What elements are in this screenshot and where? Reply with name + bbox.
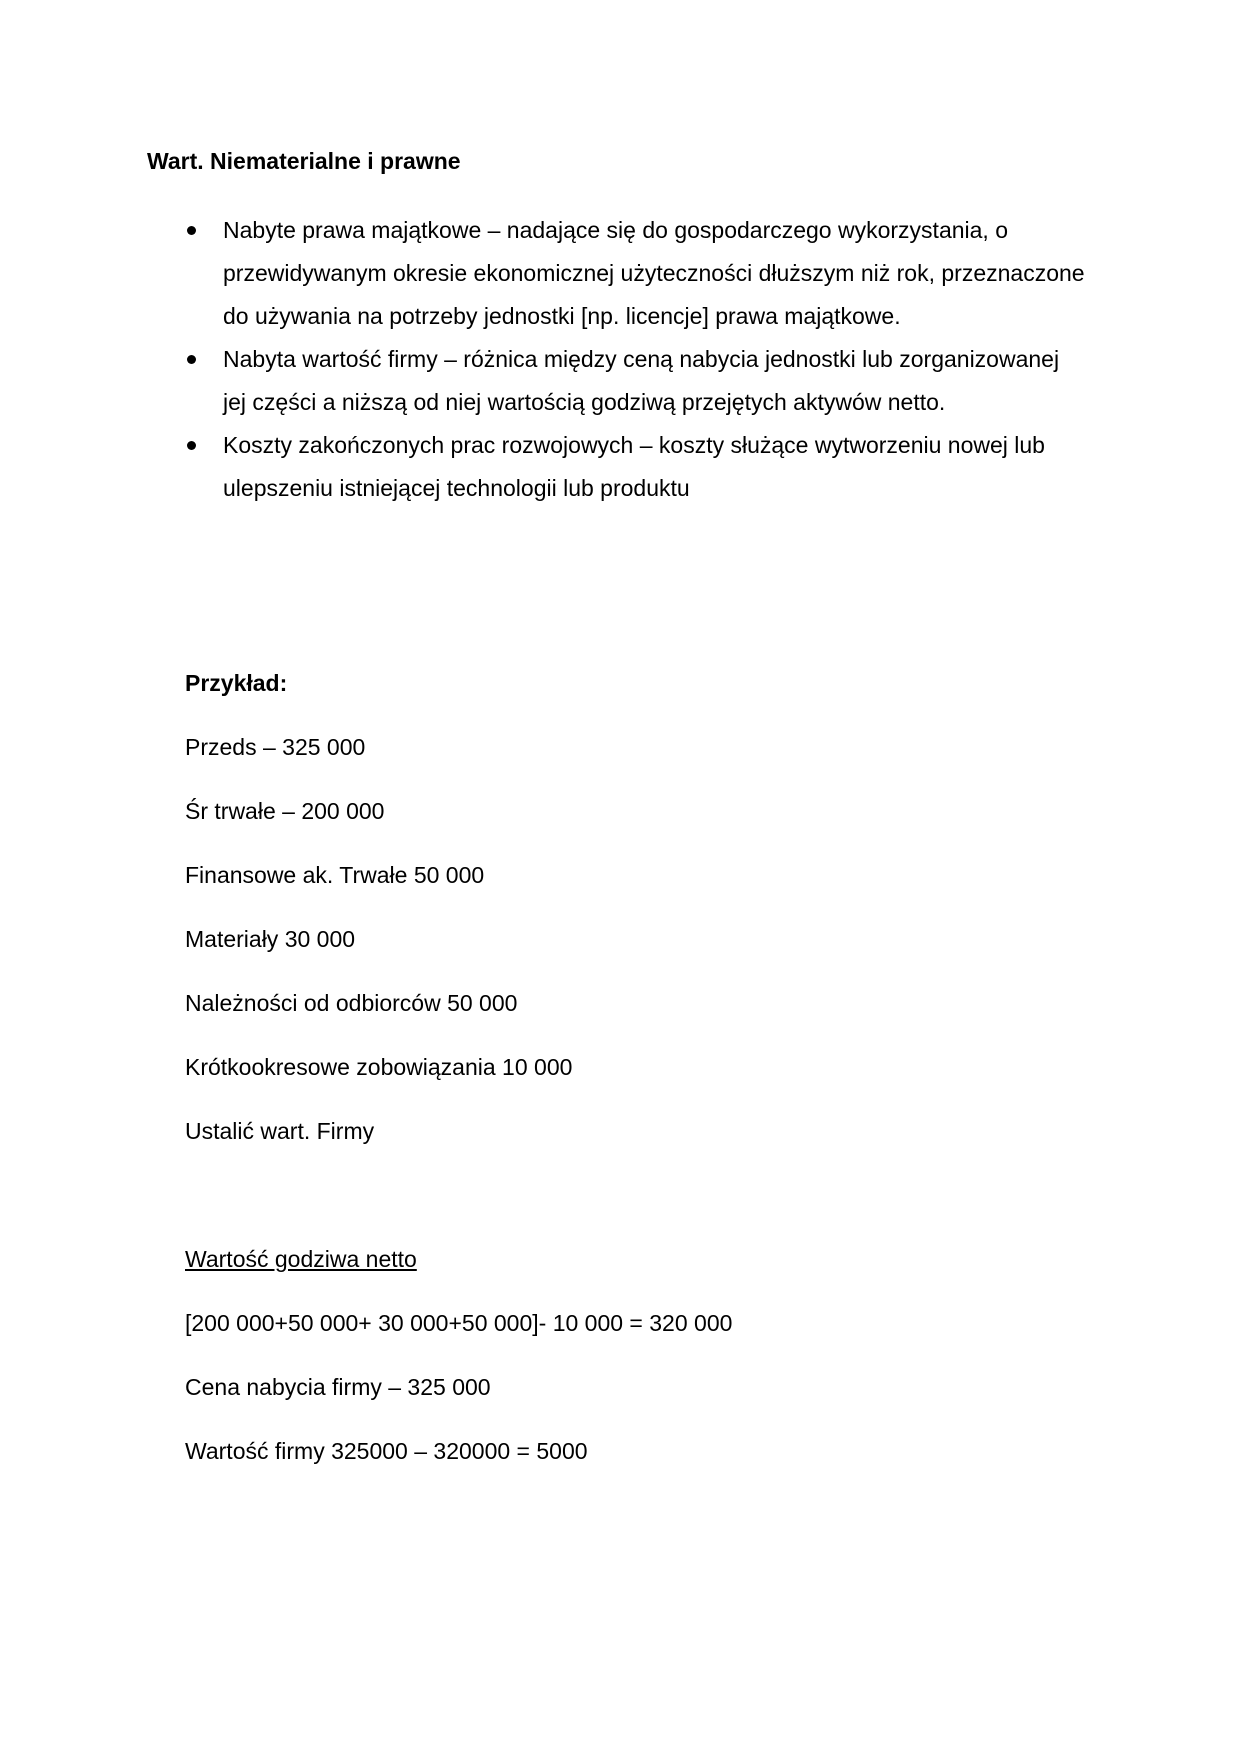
bullet-icon	[187, 226, 196, 235]
example-line: Śr trwałe – 200 000	[185, 798, 385, 824]
document-title: Wart. Niematerialne i prawne	[147, 148, 461, 174]
example-line: Materiały 30 000	[185, 926, 356, 952]
example-line: Ustalić wart. Firmy	[185, 1118, 375, 1144]
list-item-text: Nabyta wartość firmy – różnica między ceną nabycia jednostki lub zorganizowanej jej części a niższą od niej wartością godziwą przejętych aktywów netto.	[223, 346, 1060, 415]
example-heading: Przykład:	[185, 670, 288, 696]
list-item-text: Nabyte prawa majątkowe – nadające się do gospodarczego wykorzystania, o przewidywanym okresie ekonomicznej użyteczności dłuższym niż rok, przeznaczone do używania na potrzeby jednostki [np. licencje] prawa majątkowe.	[223, 217, 1085, 329]
example-line: Finansowe ak. Trwałe 50 000	[185, 862, 485, 888]
example-line: Należności od odbiorców 50 000	[185, 990, 518, 1016]
bullet-icon	[187, 355, 196, 364]
list-item	[185, 338, 1085, 424]
list-item	[185, 209, 1085, 338]
solution-heading: Wartość godziwa netto	[185, 1246, 417, 1272]
definition-list	[185, 209, 1085, 510]
solution-line: Wartość firmy 325000 – 320000 = 5000	[185, 1438, 588, 1464]
example-line: Krótkookresowe zobowiązania 10 000	[185, 1054, 573, 1080]
example-line: Przeds – 325 000	[185, 734, 366, 760]
list-item	[185, 424, 1085, 510]
solution-line: Cena nabycia firmy – 325 000	[185, 1374, 491, 1400]
bullet-icon	[187, 441, 196, 450]
solution-line: [200 000+50 000+ 30 000+50 000]- 10 000 = 320 000	[185, 1310, 733, 1336]
list-item-text: Koszty zakończonych prac rozwojowych – koszty służące wytworzeniu nowej lub ulepszeniu istniejącej technologii lub produktu	[223, 432, 1045, 501]
